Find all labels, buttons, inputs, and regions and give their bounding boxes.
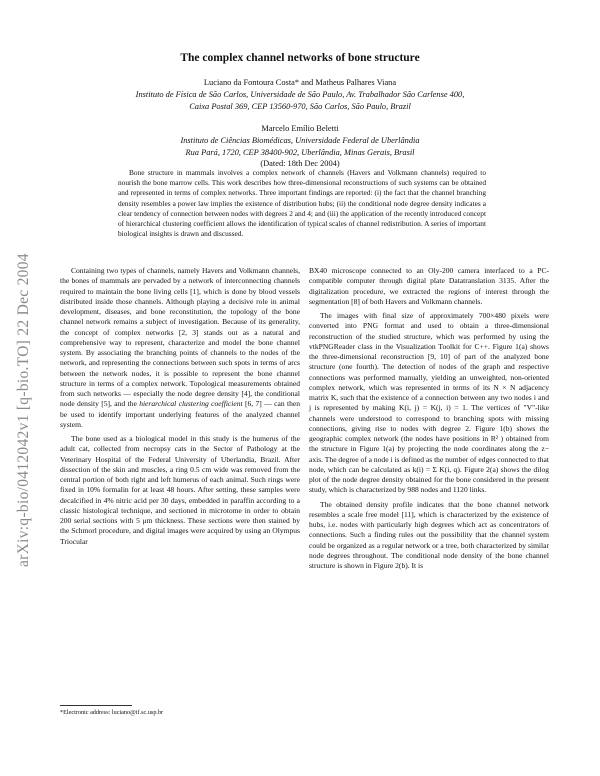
affiliation-line: Caixa Postal 369, CEP 13560-970, São Carlos, São Paulo, Brazil <box>189 101 411 111</box>
arxiv-identifier[interactable]: arXiv:q-bio/0412042v1 [q-bio.TO] 22 Dec 2004 <box>15 253 32 567</box>
author-block-2 <box>80 123 520 170</box>
authors-line: Luciano da Fontoura Costa* and Matheus Palhares Viana <box>203 78 397 87</box>
right-column <box>309 266 549 571</box>
paragraph: Containing two types of channels, namely Havers and Volkmann channels, the bones of mammals are pervaded by a network of interconnecting channels required to maintain the bone living cells [1], which is done by blood vessels distributed inside those channels. Although playing a decisive role in animal development, diseases, and bone reconstitution, the topology of the bone channel network remains a subject of investigation. Because of its generality, the concept of complex networks [2, 3] stands out as a natural and comprehensive way to represent, characterize and model the bone channel system. By associating the branching points of channels to the nodes of the network, and representing the connections between such spots in terms of arcs between the network nodes, it is possible to represent the bone channel structure in terms of a complex network. Topological measurements obtained from such networks — especially the node degree density [4], the conditional node density [5], and the hierarchical clustering coefficient [6, 7] — can then be used to identify important underlying features of the analyzed channel system. <box>60 266 300 429</box>
left-column <box>60 266 300 547</box>
abstract: Bone structure in mammals involves a complex network of channels (Havers and Volkmann channels) required to nourish the bone marrow cells. This work describes how three-dimensional reconstructions of such systems can be obtained and represented in terms of complex networks. Three important findings are reported: (i) the fact that the channel branching density resembles a power law implies the existence of distribution hubs; (ii) the conditional node degree density indicates a clear tendency of connection between nodes with degrees 2 and 4; and (iii) the application of the recently introduced concept of hierarchical clustering coefficient allows the identification of typical scales of channel redistribution. A series of important biological insights is drawn and discussed. <box>118 168 486 239</box>
paragraph: The bone used as a biological model in this study is the humerus of the adult cat, collected from necropsy cats in the Sector of Pathology at the Veterinary Hospital of the Federal University of Uberlandia, Brazil. After dissection of the skin and muscles, a ring 0.5 cm wide was removed from the central portion of both right and left humerus of each animal. Such rings were fixed in 10% formalin for at least 48 hours. After setting, these samples were decalcified in 4% nitric acid per 30 days, embedded in paraffin according to a classic histological technique, and sectioned in microtome in order to obtain 200 serial sections with 5 μm thickness. These sections were then stained by the Schmorl procedure, and digital images were acquired by using an Olympus Triocular <box>60 434 300 546</box>
dated-line: (Dated: 18th Dec 2004) <box>260 159 340 169</box>
emphasis-text: hierarchical clustering coefficient <box>139 399 243 409</box>
affiliation-line: Rua Pará, 1720, CEP 38400-902, Uberlândia, Minas Gerais, Brasil <box>185 147 415 157</box>
footnote-divider <box>60 705 132 706</box>
paragraph: The images with final size of approximately 700×480 pixels were converted into PNG format and used to obtain a three-dimensional reconstruction of the studied structure, which was performed by using the vtkPNGReader class in the Visualization Toolkit for C++. Figure 1(a) shows the three-dimensional reconstruction [9, 10] of part of the analyzed bone structure (one fourth). The detection of nodes of the graph and respective connections was performed manually, yielding an unweighted, non-oriented complex network, which was represented in terms of its N × N adjacency matrix K, such that the existence of a connection between any two nodes i and j is represented by making K(i, j) = K(j, i) = 1. The vertices of "V"-like channels were understood to correspond to branching spots with missing connections, giving rise to nodes with degree 2. Figure 1(b) shows the geographic complex network (the nodes have positions in R² ) obtained from the structure in Figure 1(a) by projecting the node coordinates along the z− axis. The degree of a node i is defined as the number of edges connected to that node, which can be calculated as k(i) = Σ K(i, q). Figure 2(a) shows the dilog plot of the node degree density obtained for the bone considered in the present study, which is characterized by 988 nodes and 1120 links. <box>309 311 549 495</box>
author-block-1 <box>80 77 520 112</box>
affiliation-line: Instituto de Física de São Carlos, Universidade de São Paulo, Av. Trabalhador São Carlense 400, <box>135 89 465 99</box>
paper-title: The complex channel networks of bone structure <box>180 52 420 64</box>
authors-line: Marcelo Emílio Beletti <box>261 124 339 133</box>
footnote: *Electronic address: luciano@if.sc.usp.br <box>60 709 164 716</box>
affiliation-line: Instituto de Ciências Biomédicas, Universidade Federal de Uberlândia <box>180 135 420 145</box>
paragraph: BX40 microscope connected to an Oly-200 camera interfaced to a PC-compatible computer through digital plate Datatranslation 3135. After the digitalization procedure, we extracted the regions of interest through the segmentation [8] of both Havers and Volkmann channels. <box>309 266 549 306</box>
paragraph: The obtained density profile indicates that the bone channel network resembles a scale free model [11], which is characterized by the existence of hubs, i.e. nodes with particularly high degrees which act as concentrators of connections. Such a finding rules out the possibility that the channel system could be organized as a regular network or a tree, both characterized by similar node degrees throughout. The conditional node density of the bone channel structure is shown in Figure 2(b). It is <box>309 499 549 570</box>
